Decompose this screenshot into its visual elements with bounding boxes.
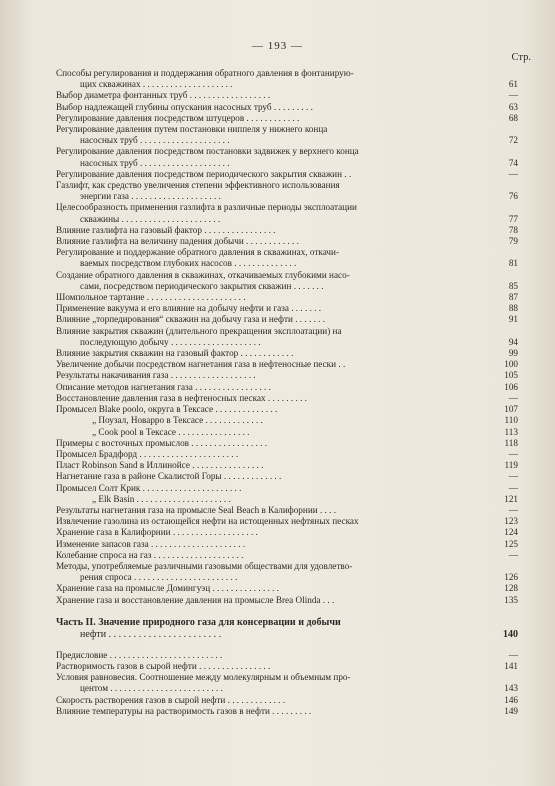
toc-entry-title — [56, 595, 494, 606]
toc-entry — [56, 113, 518, 124]
toc-section-2 — [56, 650, 518, 717]
toc-entry-title — [56, 382, 494, 393]
toc-page-number: 107 — [504, 404, 518, 415]
part-page-number: 140 — [503, 628, 518, 640]
toc-entry — [56, 169, 518, 180]
toc-entry — [56, 225, 518, 236]
toc-entry-title — [56, 270, 494, 292]
toc-entry-line: Условия равновесия. Соотношение между молекулярным и объемным про- — [56, 672, 351, 683]
toc-entry-line: Хранение газа и восстановление давления на промысле Brea Olinda . . . — [56, 594, 335, 605]
toc-page-number: — — [508, 482, 518, 493]
toc-page-number: 61 — [508, 79, 518, 90]
toc-entry — [56, 527, 518, 538]
toc-page-number: 77 — [508, 213, 518, 224]
toc-entry-line: Регулирование и поддержание обратного давления в скважинах, откачи- — [56, 247, 340, 258]
toc-page-number: — — [508, 90, 518, 101]
toc-entry-title — [56, 583, 494, 594]
toc-entry — [56, 146, 518, 168]
toc-entry-line: Скорость растворения газов в сырой нефти . . . . . . . . . . . . . — [56, 694, 286, 705]
toc-entry-title — [56, 247, 494, 269]
toc-entry — [56, 494, 518, 505]
toc-entry-line: Хранение газа на промысле Домингуэц . . . . . . . . . . . . . . . — [56, 583, 280, 594]
toc-entry-title — [56, 695, 494, 706]
toc-page-number: 87 — [508, 292, 518, 303]
toc-entry — [56, 247, 518, 269]
toc-entry-line: Выбор надлежащей глубины опускания насосных труб . . . . . . . . . — [56, 101, 313, 112]
toc-entry-title — [56, 68, 494, 90]
toc-entry — [56, 202, 518, 224]
toc-page-number: 135 — [504, 594, 518, 605]
toc-entry-continuation: ваемых посредством глубоких насосов . . . . . . . . . . . . . . — [80, 258, 297, 269]
toc-entry-title — [56, 404, 494, 415]
toc-entry-continuation: скважины . . . . . . . . . . . . . . . . . . . . . . — [80, 213, 221, 224]
toc-entry — [56, 415, 518, 426]
toc-entry — [56, 292, 518, 303]
toc-entry — [56, 672, 518, 694]
toc-page-number: 88 — [508, 303, 518, 314]
table-of-contents — [56, 68, 518, 717]
toc-entry-title — [56, 169, 494, 180]
toc-entry-continuation: рения спроса . . . . . . . . . . . . . . . . . . . . . . . — [80, 572, 238, 583]
toc-entry-title — [56, 471, 494, 482]
toc-entry-line: „ Поузал, Новарро в Тексасе . . . . . . . . . . . . . — [92, 415, 263, 426]
toc-entry — [56, 270, 518, 292]
toc-page-number: 123 — [504, 516, 518, 527]
toc-entry-line: Регулирование давления посредством периодического закрытия скважин . . — [56, 168, 352, 179]
toc-entry-line: Колебание спроса на газ . . . . . . . . . . . . . . . . . . . . — [56, 549, 244, 560]
toc-entry-line: Пласт Robinson Sand в Иллинойсе . . . . . . . . . . . . . . . . — [56, 460, 264, 471]
toc-entry — [56, 695, 518, 706]
toc-entry — [56, 359, 518, 370]
toc-entry-line: Влияние газлифта на газовый фактор . . . . . . . . . . . . . . . . — [56, 224, 276, 235]
toc-entry — [56, 438, 518, 449]
toc-entry-title — [56, 90, 494, 101]
toc-page-number: 121 — [504, 493, 518, 504]
toc-entry — [56, 236, 518, 247]
toc-entry-line: Методы, употребляемые различными газовыми обществами для удовлетво- — [56, 560, 353, 571]
toc-page-number: 118 — [504, 437, 518, 448]
toc-page-number: — — [508, 504, 518, 515]
toc-entry — [56, 124, 518, 146]
toc-page-number: 72 — [508, 135, 518, 146]
toc-entry-line: Нагнетание газа в районе Скалистой Горы . . . . . . . . . . . . . — [56, 471, 282, 482]
toc-entry — [56, 650, 518, 661]
toc-entry — [56, 561, 518, 583]
toc-page-number: 99 — [508, 348, 518, 359]
toc-entry-title — [56, 527, 494, 538]
toc-page-number: 79 — [508, 236, 518, 247]
toc-entry — [56, 583, 518, 594]
toc-entry — [56, 483, 518, 494]
toc-entry — [56, 303, 518, 314]
toc-entry-line: Влияние температуры на растворимость газов в нефти . . . . . . . . . — [56, 705, 312, 716]
toc-page-number: 74 — [508, 157, 518, 168]
toc-entry-line: Промысел Брадфорд . . . . . . . . . . . . . . . . . . . . . . — [56, 448, 239, 459]
toc-entry-line: Предисловие . . . . . . . . . . . . . . . . . . . . . . . . . — [56, 649, 223, 660]
toc-entry-line: Изменение запасов газа . . . . . . . . . . . . . . . . . . . . . — [56, 538, 246, 549]
toc-entry — [56, 460, 518, 471]
toc-entry-continuation: сами, посредством периодического закрытия скважин . . . . . . . — [80, 280, 324, 291]
toc-entry-line: Создание обратного давления в скважинах, откачиваемых глубокими насо- — [56, 269, 350, 280]
toc-entry-title — [56, 393, 494, 404]
toc-page-number: 149 — [504, 705, 518, 716]
toc-entry — [56, 326, 518, 348]
toc-entry-title — [56, 225, 494, 236]
toc-page-number: — — [508, 392, 518, 403]
toc-entry — [56, 314, 518, 325]
toc-page-number: 106 — [504, 381, 518, 392]
part-title: Часть II. Значение природного газа для консервации и добычи — [56, 616, 341, 628]
toc-page-number: 125 — [504, 538, 518, 549]
toc-page-number: 126 — [504, 572, 518, 583]
toc-entry-title — [56, 370, 494, 381]
toc-entry-continuation: последующую добычу . . . . . . . . . . . . . . . . . . . . — [80, 336, 261, 347]
toc-entry-line: Промысел Blake poolo, округа в Тексасе . . . . . . . . . . . . . . — [56, 404, 278, 415]
toc-entry-title — [56, 124, 494, 146]
toc-entry-line: Регулирование давления посредством постановки задвижек у верхнего конца — [56, 146, 359, 157]
toc-page-number: 85 — [508, 280, 518, 291]
toc-entry-title — [56, 449, 494, 460]
toc-entry-line: Регулирование давления путем постановки ниппеля у нижнего конца — [56, 124, 328, 135]
toc-entry-title — [56, 303, 494, 314]
toc-entry-line: Шомпольное тартание . . . . . . . . . . . . . . . . . . . . . . — [56, 292, 246, 303]
page-number: — 193 — — [252, 40, 303, 52]
toc-entry-title — [56, 236, 494, 247]
toc-page-number: 146 — [504, 694, 518, 705]
toc-entry-line: Увеличение добычи посредством нагнетания газа в нефтеносные пески . . — [56, 359, 346, 370]
toc-entry-line: Хранение газа в Калифорнии . . . . . . . . . . . . . . . . . . . — [56, 527, 258, 538]
toc-page-number: 119 — [504, 460, 518, 471]
toc-entry — [56, 539, 518, 550]
toc-entry-title — [56, 483, 494, 494]
toc-entry — [56, 595, 518, 606]
page-column-header: Стр. — [511, 52, 531, 63]
toc-entry-title — [56, 348, 494, 359]
toc-page-number: — — [508, 471, 518, 482]
toc-page-number: 141 — [504, 660, 518, 671]
toc-entry-line: Восстановление давления газа в нефтеносных песках . . . . . . . . . — [56, 392, 307, 403]
toc-page-number: — — [508, 168, 518, 179]
toc-page-number: 63 — [508, 101, 518, 112]
toc-entry-title — [56, 146, 494, 168]
toc-entry-line: „ Elk Basin . . . . . . . . . . . . . . . . . . . . . — [92, 493, 231, 504]
toc-entry-continuation: щих скважинах . . . . . . . . . . . . . . . . . . . . — [80, 79, 233, 90]
toc-entry-line: Промысел Солт Крик . . . . . . . . . . . . . . . . . . . . . . — [56, 482, 242, 493]
toc-entry — [56, 550, 518, 561]
toc-page-number: 91 — [508, 314, 518, 325]
toc-entry-title — [56, 202, 494, 224]
toc-page-number: 76 — [508, 191, 518, 202]
toc-entry — [56, 68, 518, 90]
toc-part-heading — [56, 617, 518, 641]
toc-page-number: 78 — [508, 224, 518, 235]
toc-page-number: — — [508, 549, 518, 560]
toc-entry-title — [56, 661, 494, 672]
toc-page-number: 81 — [508, 258, 518, 269]
toc-section-1 — [56, 68, 518, 606]
toc-entry-line: Применение вакуума и его влияние на добычу нефти и газа . . . . . . . — [56, 303, 322, 314]
toc-page-number: 110 — [504, 415, 518, 426]
toc-page-number: — — [508, 649, 518, 660]
toc-entry — [56, 90, 518, 101]
toc-page-number: 68 — [508, 112, 518, 123]
toc-entry-title — [56, 326, 494, 348]
toc-entry — [56, 382, 518, 393]
toc-entry-line: Регулирование давления посредством штуцеров . . . . . . . . . . . . — [56, 112, 300, 123]
toc-entry-line: Влияние „торпедирования“ скважин на добычу газа и нефти . . . . . . . — [56, 314, 326, 325]
toc-entry-line: Влияние закрытия скважин на газовый фактор . . . . . . . . . . . . — [56, 348, 294, 359]
toc-entry-line: Извлечение газолина из остающейся нефти на истощенных нефтяных песках — [56, 516, 359, 527]
toc-entry-line: Описание методов нагнетания газа . . . . . . . . . . . . . . . . . — [56, 381, 271, 392]
toc-entry-title — [56, 505, 494, 516]
toc-entry-title — [56, 706, 494, 717]
toc-entry-continuation: центом . . . . . . . . . . . . . . . . . . . . . . . . . — [80, 683, 223, 694]
toc-page-number: 100 — [504, 359, 518, 370]
toc-entry — [56, 180, 518, 202]
toc-entry-title — [56, 102, 494, 113]
toc-entry — [56, 404, 518, 415]
toc-entry — [56, 102, 518, 113]
toc-page-number: 94 — [508, 336, 518, 347]
toc-entry — [56, 427, 518, 438]
toc-entry-title — [56, 113, 494, 124]
toc-entry-title — [56, 516, 494, 527]
toc-entry — [56, 449, 518, 460]
toc-entry-line: Примеры с восточных промыслов . . . . . . . . . . . . . . . . . — [56, 437, 268, 448]
toc-entry-continuation: насосных труб . . . . . . . . . . . . . . . . . . . . — [80, 135, 230, 146]
toc-entry-line: Влияние газлифта на величину падения добычи . . . . . . . . . . . . — [56, 236, 299, 247]
toc-entry — [56, 370, 518, 381]
toc-entry-line: Результаты накачивания газа . . . . . . . . . . . . . . . . . . . — [56, 370, 256, 381]
toc-page-number: 105 — [504, 370, 518, 381]
toc-entry-title — [56, 561, 494, 583]
toc-entry-title — [56, 427, 494, 438]
toc-entry-title — [56, 550, 494, 561]
toc-page-number: 143 — [504, 683, 518, 694]
toc-entry — [56, 505, 518, 516]
toc-entry-continuation: насосных труб . . . . . . . . . . . . . . . . . . . . — [80, 157, 230, 168]
toc-entry-line: Выбор диаметра фонтанных труб . . . . . . . . . . . . . . . . . . — [56, 90, 271, 101]
toc-entry-line: Целесообразность применения газлифта в различные периоды эксплоатации — [56, 202, 357, 213]
toc-entry-title — [56, 460, 494, 471]
toc-entry — [56, 471, 518, 482]
toc-entry-title — [56, 180, 494, 202]
toc-entry-title — [56, 292, 494, 303]
toc-entry-title — [56, 650, 494, 661]
toc-entry-title — [56, 415, 494, 426]
toc-entry-line: Влияние закрытия скважин (длительного прекращения эксплоатации) на — [56, 325, 342, 336]
toc-entry-line: „ Cook pool в Тексасе . . . . . . . . . . . . . . . . — [92, 426, 250, 437]
toc-entry-title — [56, 314, 494, 325]
toc-entry — [56, 516, 518, 527]
toc-page-number: 124 — [504, 527, 518, 538]
toc-entry — [56, 348, 518, 359]
toc-entry-title — [56, 438, 494, 449]
toc-entry-line: Газлифт, как средство увеличения степени эффективного использования — [56, 180, 340, 191]
toc-entry — [56, 706, 518, 717]
toc-entry-title — [56, 494, 494, 505]
toc-page-number: 113 — [504, 426, 518, 437]
toc-entry-line: Результаты нагнетания газа на промысле Seal Beach в Калифорнии . . . . — [56, 504, 337, 515]
toc-entry-continuation: энергии газа . . . . . . . . . . . . . . . . . . . . — [80, 191, 221, 202]
toc-entry-title — [56, 539, 494, 550]
toc-page-number: — — [508, 448, 518, 459]
toc-entry-line: Растворимость газов в сырой нефти . . . . . . . . . . . . . . . . — [56, 660, 271, 671]
toc-entry — [56, 393, 518, 404]
toc-entry-title — [56, 359, 494, 370]
part-title-continuation: нефти . . . . . . . . . . . . . . . . . . . . . . . — [80, 628, 222, 640]
toc-entry-title — [56, 672, 494, 694]
toc-entry-line: Способы регулирования и поддержания обратного давления в фонтанирую- — [56, 68, 354, 78]
toc-entry — [56, 661, 518, 672]
toc-page-number: 128 — [504, 583, 518, 594]
